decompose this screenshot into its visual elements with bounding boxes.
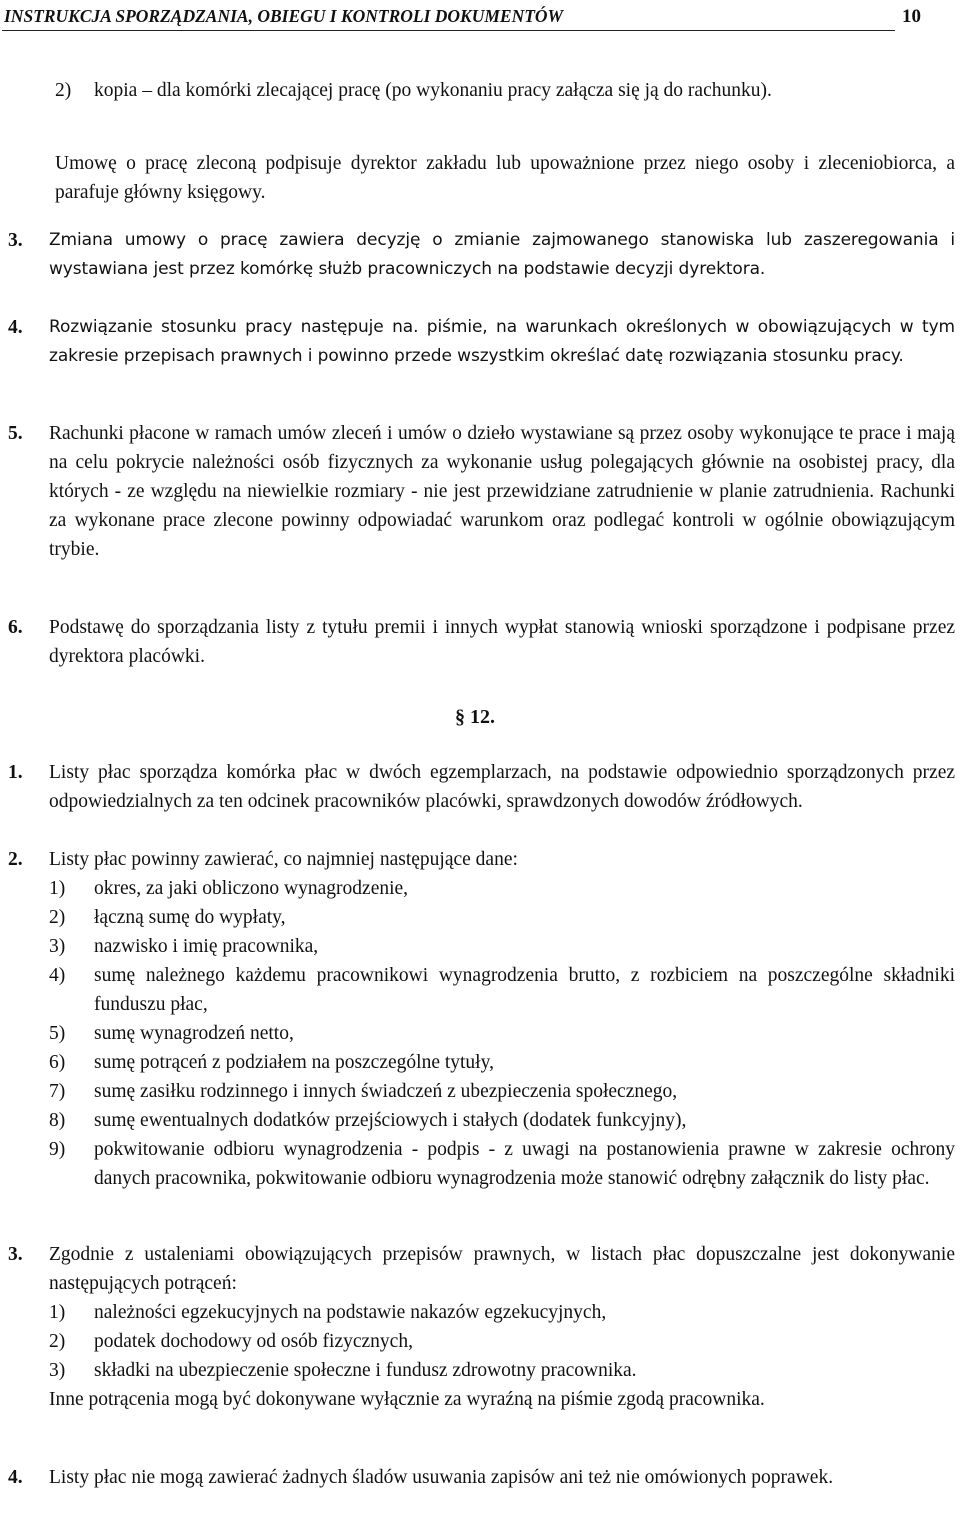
list-item-number: 6): [49, 1052, 66, 1073]
paragraph: Inne potrącenia mogą być dokonywane wyłącznie za wyraźną na piśmie zgodą pracownika.: [49, 1389, 765, 1410]
list-item-number: 4): [49, 965, 66, 986]
point-text: Listy płac nie mogą zawierać żadnych śladów usuwania zapisów ani też nie omówionych poprawek.: [49, 1467, 834, 1488]
list-item-text: sumę wynagrodzeń netto,: [94, 1023, 294, 1044]
header-title: INSTRUKCJA SPORZĄDZANIA, OBIEGU I KONTROLI DOKUMENTÓW: [4, 6, 564, 26]
point-text: Zmiana umowy o pracę zawiera decyzję o zmianie zajmowanego stanowiska lub zaszeregowania i wystawiana jest przez komórkę służb pracowniczych na podstawie decyzji dyrektora.: [49, 230, 955, 279]
list-item-text: sumę należnego każdemu pracownikowi wynagrodzenia brutto, z rozbiciem na poszczególne składniki funduszu płac,: [94, 965, 955, 1015]
point-text: Listy płac sporządza komórka płac w dwóch egzemplarzach, na podstawie odpowiednio sporządzonych przez odpowiedzialnych za ten odcinek pracowników placówki, sprawdzonych dowodów źródłowych.: [49, 762, 955, 812]
section-heading: § 12.: [455, 706, 495, 728]
point-text: Zgodnie z ustaleniami obowiązujących przepisów prawnych, w listach płac dopuszczalne jest dokonywanie następujących potrąceń:: [49, 1244, 955, 1294]
point-number: 2.: [8, 849, 23, 870]
list-item-text: łączną sumę do wypłaty,: [94, 907, 286, 928]
list-item-number: 2): [49, 907, 66, 928]
list-item-number: 8): [49, 1110, 66, 1131]
point-text: Rozwiązanie stosunku pracy następuje na. piśmie, na warunkach określonych w obowiązujących w tym zakresie przepisach prawnych i powinno przede wszystkim określać datę rozwiązania stosunku pracy.: [49, 317, 955, 366]
point-number: 4.: [8, 1467, 23, 1488]
list-item-number: 5): [49, 1023, 66, 1044]
page-number: 10: [902, 6, 921, 27]
list-item-text: sumę zasiłku rodzinnego i innych świadczeń z ubezpieczenia społecznego,: [94, 1081, 678, 1102]
list-item-text: sumę ewentualnych dodatków przejściowych i stałych (dodatek funkcyjny),: [94, 1110, 687, 1131]
list-item-text: podatek dochodowy od osób fizycznych,: [94, 1331, 413, 1352]
point-number: 1.: [8, 762, 23, 783]
paragraph: Umowę o pracę zleconą podpisuje dyrektor zakładu lub upoważnione przez niego osoby i zleceniobiorca, a parafuje główny księgowy.: [55, 153, 955, 203]
list-item-text: pokwitowanie odbioru wynagrodzenia - podpis - z uwagi na postanowienia prawne w zakresie ochrony danych pracownika, pokwitowanie odbioru wynagrodzenia może stanowić odrębny załącznik do listy płac.: [94, 1139, 955, 1189]
list-item-text: sumę potrąceń z podziałem na poszczególne tytuły,: [94, 1052, 494, 1073]
page-header: [2, 4, 921, 31]
list-item-text: okres, za jaki obliczono wynagrodzenie,: [94, 878, 409, 899]
list-item-text: składki na ubezpieczenie społeczne i fundusz zdrowotny pracownika.: [94, 1360, 637, 1381]
point-number: 5.: [8, 423, 23, 444]
list-item-number: 9): [49, 1139, 66, 1160]
point-text: Podstawę do sporządzania listy z tytułu premii i innych wypłat stanowią wnioski sporządzone i podpisane przez dyrektora placówki.: [49, 617, 955, 667]
point-text: Listy płac powinny zawierać, co najmniej następujące dane:: [49, 849, 518, 870]
list-item-text: należności egzekucyjnych na podstawie nakazów egzekucyjnych,: [94, 1302, 607, 1323]
list-item-number: 3): [49, 1360, 66, 1381]
list-item-number: 3): [49, 936, 66, 957]
list-item-number: 1): [49, 878, 66, 899]
point-text: Rachunki płacone w ramach umów zleceń i umów o dzieło wystawiane są przez osoby wykonujące te prace i mają na celu pokrycie należności osób fizycznych za wykonanie usług polegających głównie na osobistej pracy, dla których - ze względu na niewielkie rozmiary - nie jest przewidziane zatrudnienie w planie zatrudnienia. Rachunki za wykonane prace zlecone powinny odpowiadać warunkom oraz podlegać kontroli w ogólnie obowiązującym trybie.: [49, 423, 955, 560]
point-number: 3.: [8, 230, 23, 251]
list-item-number: 2): [55, 80, 72, 101]
list-item-number: 1): [49, 1302, 66, 1323]
point-number: 6.: [8, 617, 23, 638]
list-item-text: nazwisko i imię pracownika,: [94, 936, 319, 957]
point-number: 3.: [8, 1244, 23, 1265]
list-item-number: 7): [49, 1081, 66, 1102]
list-item-number: 2): [49, 1331, 66, 1352]
point-number: 4.: [8, 317, 23, 338]
list-item-text: kopia – dla komórki zlecającej pracę (po wykonaniu pracy załącza się ją do rachunku).: [94, 80, 772, 101]
